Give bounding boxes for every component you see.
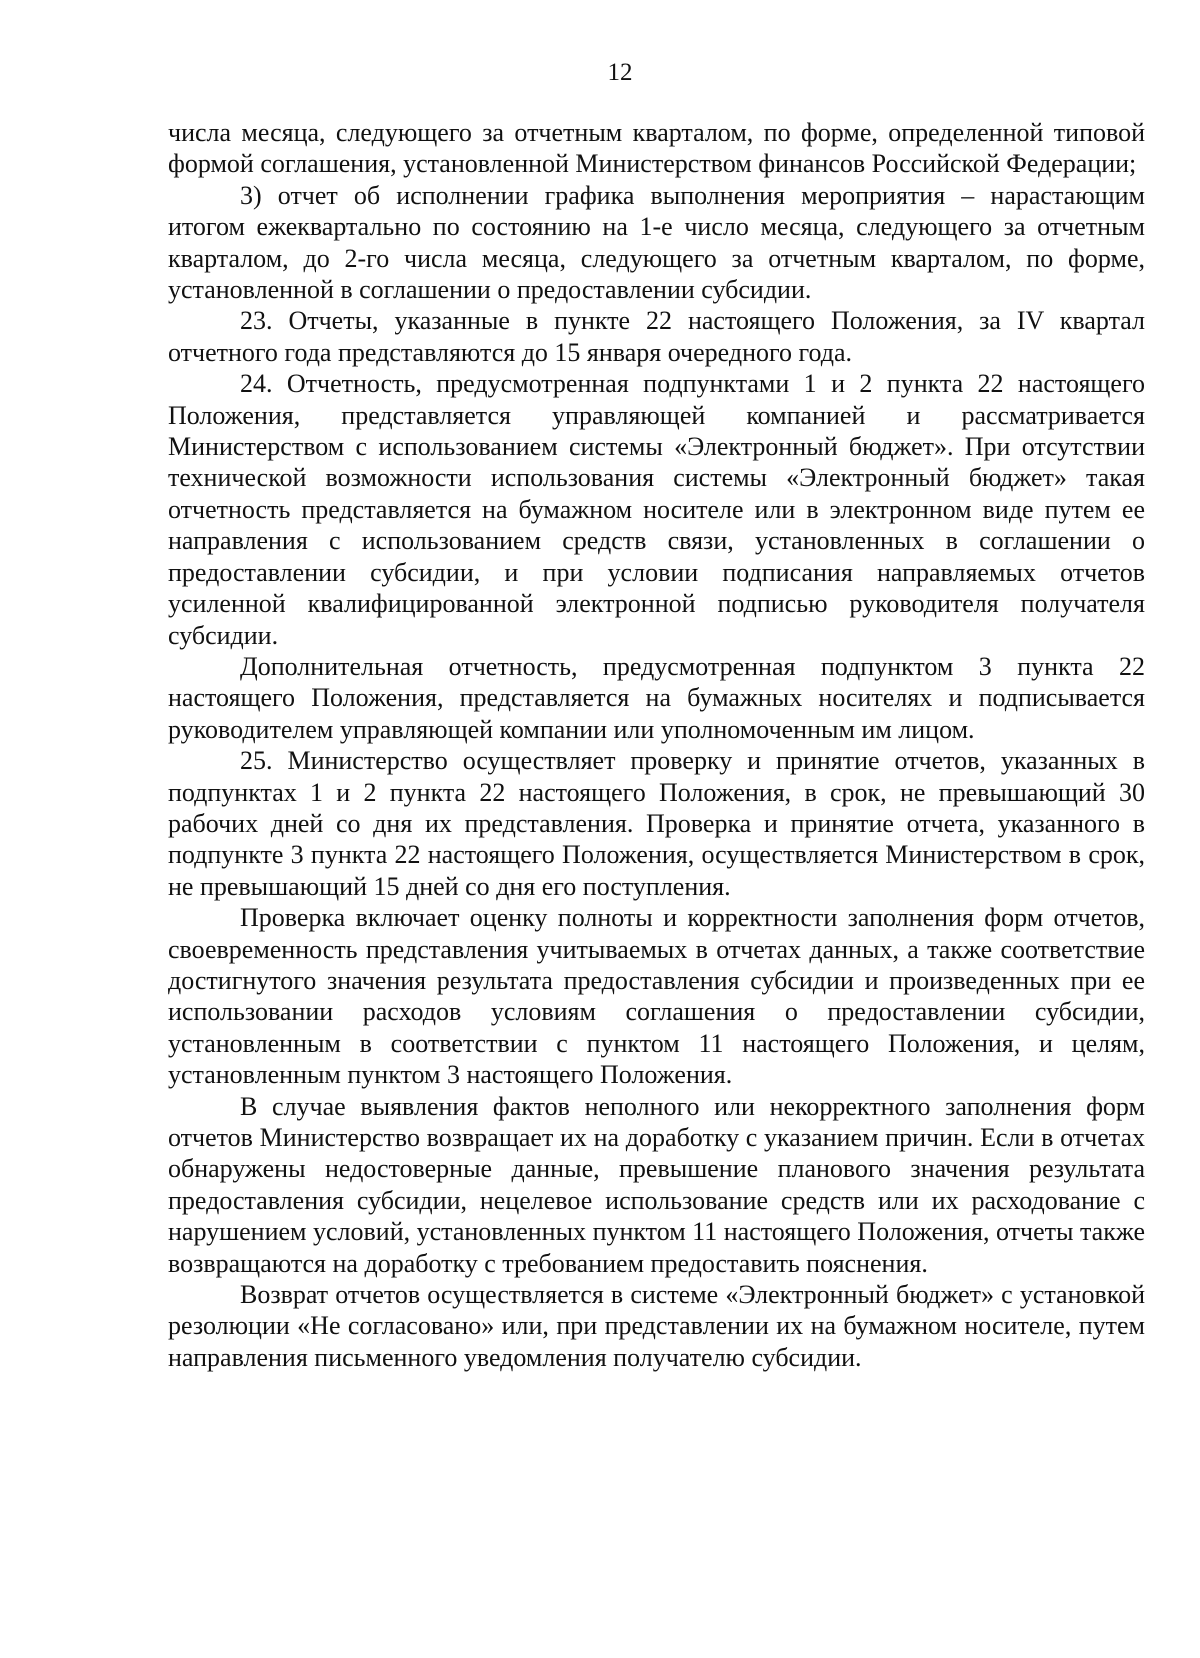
- document-body: [168, 117, 1145, 1373]
- paragraph-continuation: числа месяца, следующего за отчетным кварталом, по форме, определенной типовой формой соглашения, установленной Министерством финансов Российской Федерации;: [168, 118, 1145, 179]
- paragraph-verification: Проверка включает оценку полноты и корректности заполнения форм отчетов, своевременность представления учитываемых в отчетах данных, а также соответствие достигнутого значения результата предоставления субсидии и произведенных при ее использовании расходов условиям соглашения о предоставлении субсидии, установленным в соответствии с пунктом 11 настоящего Положения, и целям, установленным пунктом 3 настоящего Положения.: [168, 903, 1145, 1090]
- paragraph-24: 24. Отчетность, предусмотренная подпунктами 1 и 2 пункта 22 настоящего Положения, представляется управляющей компанией и рассматривается Министерством с использованием системы «Электронный бюджет». При отсутствии технической возможности использования системы «Электронный бюджет» такая отчетность представляется на бумажном носителе или в электронном виде путем ее направления с использованием средств связи, установленных в соглашении о предоставлении субсидии, и при условии подписания направляемых отчетов усиленной квалифицированной электронной подписью руководителя получателя субсидии.: [168, 369, 1145, 650]
- paragraph-additional-reporting: Дополнительная отчетность, предусмотренная подпунктом 3 пункта 22 настоящего Положения, представляется на бумажных носителях и подписывается руководителем управляющей компании или уполномоченным им лицом.: [168, 651, 1145, 744]
- paragraph-incomplete-reports: В случае выявления фактов неполного или некорректного заполнения форм отчетов Министерство возвращает их на доработку с указанием причин. Если в отчетах обнаружены недостоверные данные, превышение планового значения результата предоставления субсидии, нецелевое использование средств или их расходование с нарушением условий, установленных пунктом 11 настоящего Положения, отчеты также возвращаются на доработку с требованием предоставить пояснения.: [168, 1091, 1145, 1278]
- page-number: 12: [607, 59, 633, 86]
- paragraph-report-return: Возврат отчетов осуществляется в системе «Электронный бюджет» с установкой резолюции «Не согласовано» или, при представлении их на бумажном носителе, путем направления письменного уведомления получателю субсидии.: [168, 1280, 1145, 1372]
- paragraph-item-3: 3) отчет об исполнении графика выполнения мероприятия – нарастающим итогом ежеквартально по состоянию на 1-е число месяца, следующего за отчетным кварталом, до 2-го числа месяца, следующего за отчетным кварталом, по форме, установленной в соглашении о предоставлении субсидии.: [168, 180, 1145, 305]
- paragraph-23: 23. Отчеты, указанные в пункте 22 настоящего Положения, за IV квартал отчетного года представляются до 15 января очередного года.: [168, 306, 1145, 367]
- paragraph-25: 25. Министерство осуществляет проверку и принятие отчетов, указанных в подпунктах 1 и 2 пункта 22 настоящего Положения, в срок, не превышающий 30 рабочих дней со дня их представления. Проверка и принятие отчета, указанного в подпункте 3 пункта 22 настоящего Положения, осуществляется Министерством в срок, не превышающий 15 дней со дня его поступления.: [168, 746, 1145, 901]
